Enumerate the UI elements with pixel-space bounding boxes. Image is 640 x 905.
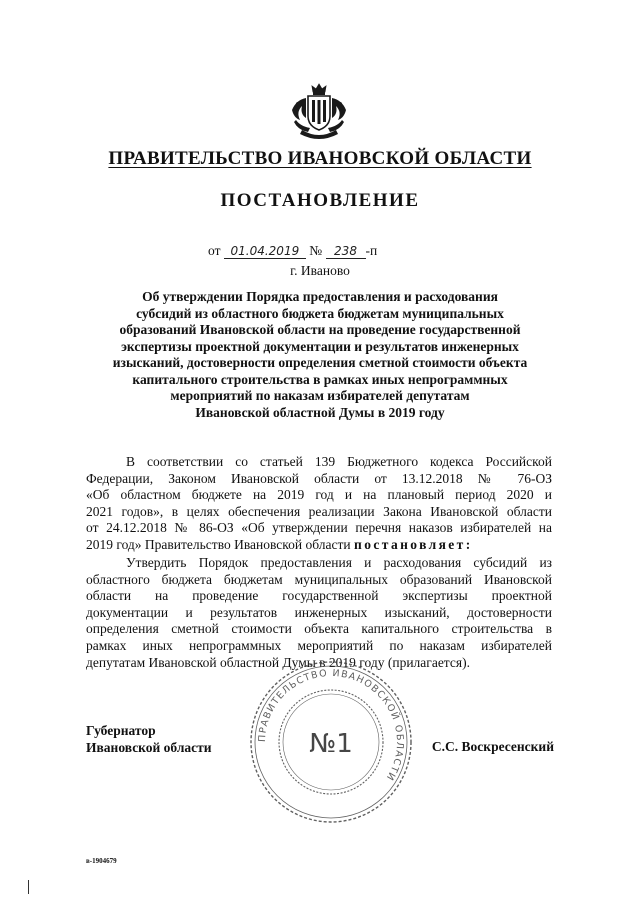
action-word: постановляет: (354, 536, 473, 552)
subject-line: Ивановской областной Думы в 2019 году (195, 404, 445, 420)
number-label: № (309, 243, 323, 258)
text-line: В соответствии со статьей 139 Бюджетного кодекса Российской (126, 454, 552, 469)
stamp-ring-text: ПРАВИТЕЛЬСТВО ИВАНОВСКОЙ ОБЛАСТИ (256, 667, 406, 783)
document-type-heading: ПОСТАНОВЛЕНИЕ (220, 190, 420, 211)
official-stamp-icon (247, 658, 415, 826)
text-line: 2021 годов», в целях обеспечения реализации Закона Ивановской области (86, 503, 552, 519)
handwritten-date: 01.04.2019 (224, 244, 306, 259)
signatory-name: С.С. Воскресенский (431, 739, 554, 754)
government-title: ПРАВИТЕЛЬСТВО ИВАНОВСКОЙ ОБЛАСТИ (108, 148, 532, 169)
number-suffix: -п (365, 243, 378, 258)
text-line: областного бюджета бюджетам муниципальных образований Ивановской (86, 571, 552, 587)
signatory-position (86, 722, 212, 756)
text-line: документации и результатов инженерных изысканий, достоверности (86, 604, 552, 620)
text-line: от 24.12.2018 № 86-ОЗ «Об утверждении перечня наказов избирателей на (86, 520, 552, 536)
handwritten-number: 238 (326, 244, 366, 259)
from-label: от (208, 243, 221, 258)
subject-line: образований Ивановской области на проведение государственной (119, 322, 521, 337)
subject-line: Об утверждении Порядка предоставления и расходования (142, 289, 498, 304)
subject-line: экспертизы проектной документации и результатов инженерных (121, 338, 519, 354)
subject-line: субсидий из областного бюджета бюджетам муниципальных (136, 305, 504, 321)
text-line (86, 537, 552, 554)
preamble-paragraph (86, 454, 552, 554)
stamp-number: №1 (309, 729, 353, 759)
registration-line (208, 243, 377, 259)
resolution-paragraph (86, 555, 552, 671)
document-subject (100, 289, 540, 421)
preamble-last-line: 2019 год» Правительство Ивановской области (86, 536, 351, 552)
text-line: «Об областном бюджете на 2019 год и на плановый период 2020 и (86, 487, 552, 503)
subject-line: капитального строительства в рамках иных непрограммных (132, 371, 508, 387)
position-line: Ивановской области (86, 740, 212, 755)
subject-line: мероприятий по наказам избирателей депутатам (170, 388, 470, 403)
text-line: Федерации, Законом Ивановской области от 13.12.2018 № 76-ОЗ (86, 470, 552, 486)
city: г. Иваново (290, 263, 350, 278)
text-line: определения сметной стоимости объекта капитального строительства в (86, 621, 552, 637)
text-line: депутатам Ивановской областной Думы в 2019 году (прилагается). (86, 654, 470, 670)
subject-line: изысканий, достоверности определения сметной стоимости объекта (112, 355, 528, 370)
text-line: области на проведение государственной экспертизы проектной (86, 588, 552, 604)
coat-of-arms-icon (286, 80, 352, 140)
svg-text:ПРАВИТЕЛЬСТВО ИВАНОВСКОЙ ОБЛАС (257, 668, 405, 783)
margin-mark (28, 880, 29, 894)
text-line: Утвердить Порядок предоставления и расходования субсидий из (126, 555, 552, 570)
footer-code: в-1904679 (86, 857, 117, 865)
position-line: Губернатор (86, 723, 156, 738)
text-line: рамках иных непрограммных мероприятий по наказам избирателей (86, 637, 552, 653)
